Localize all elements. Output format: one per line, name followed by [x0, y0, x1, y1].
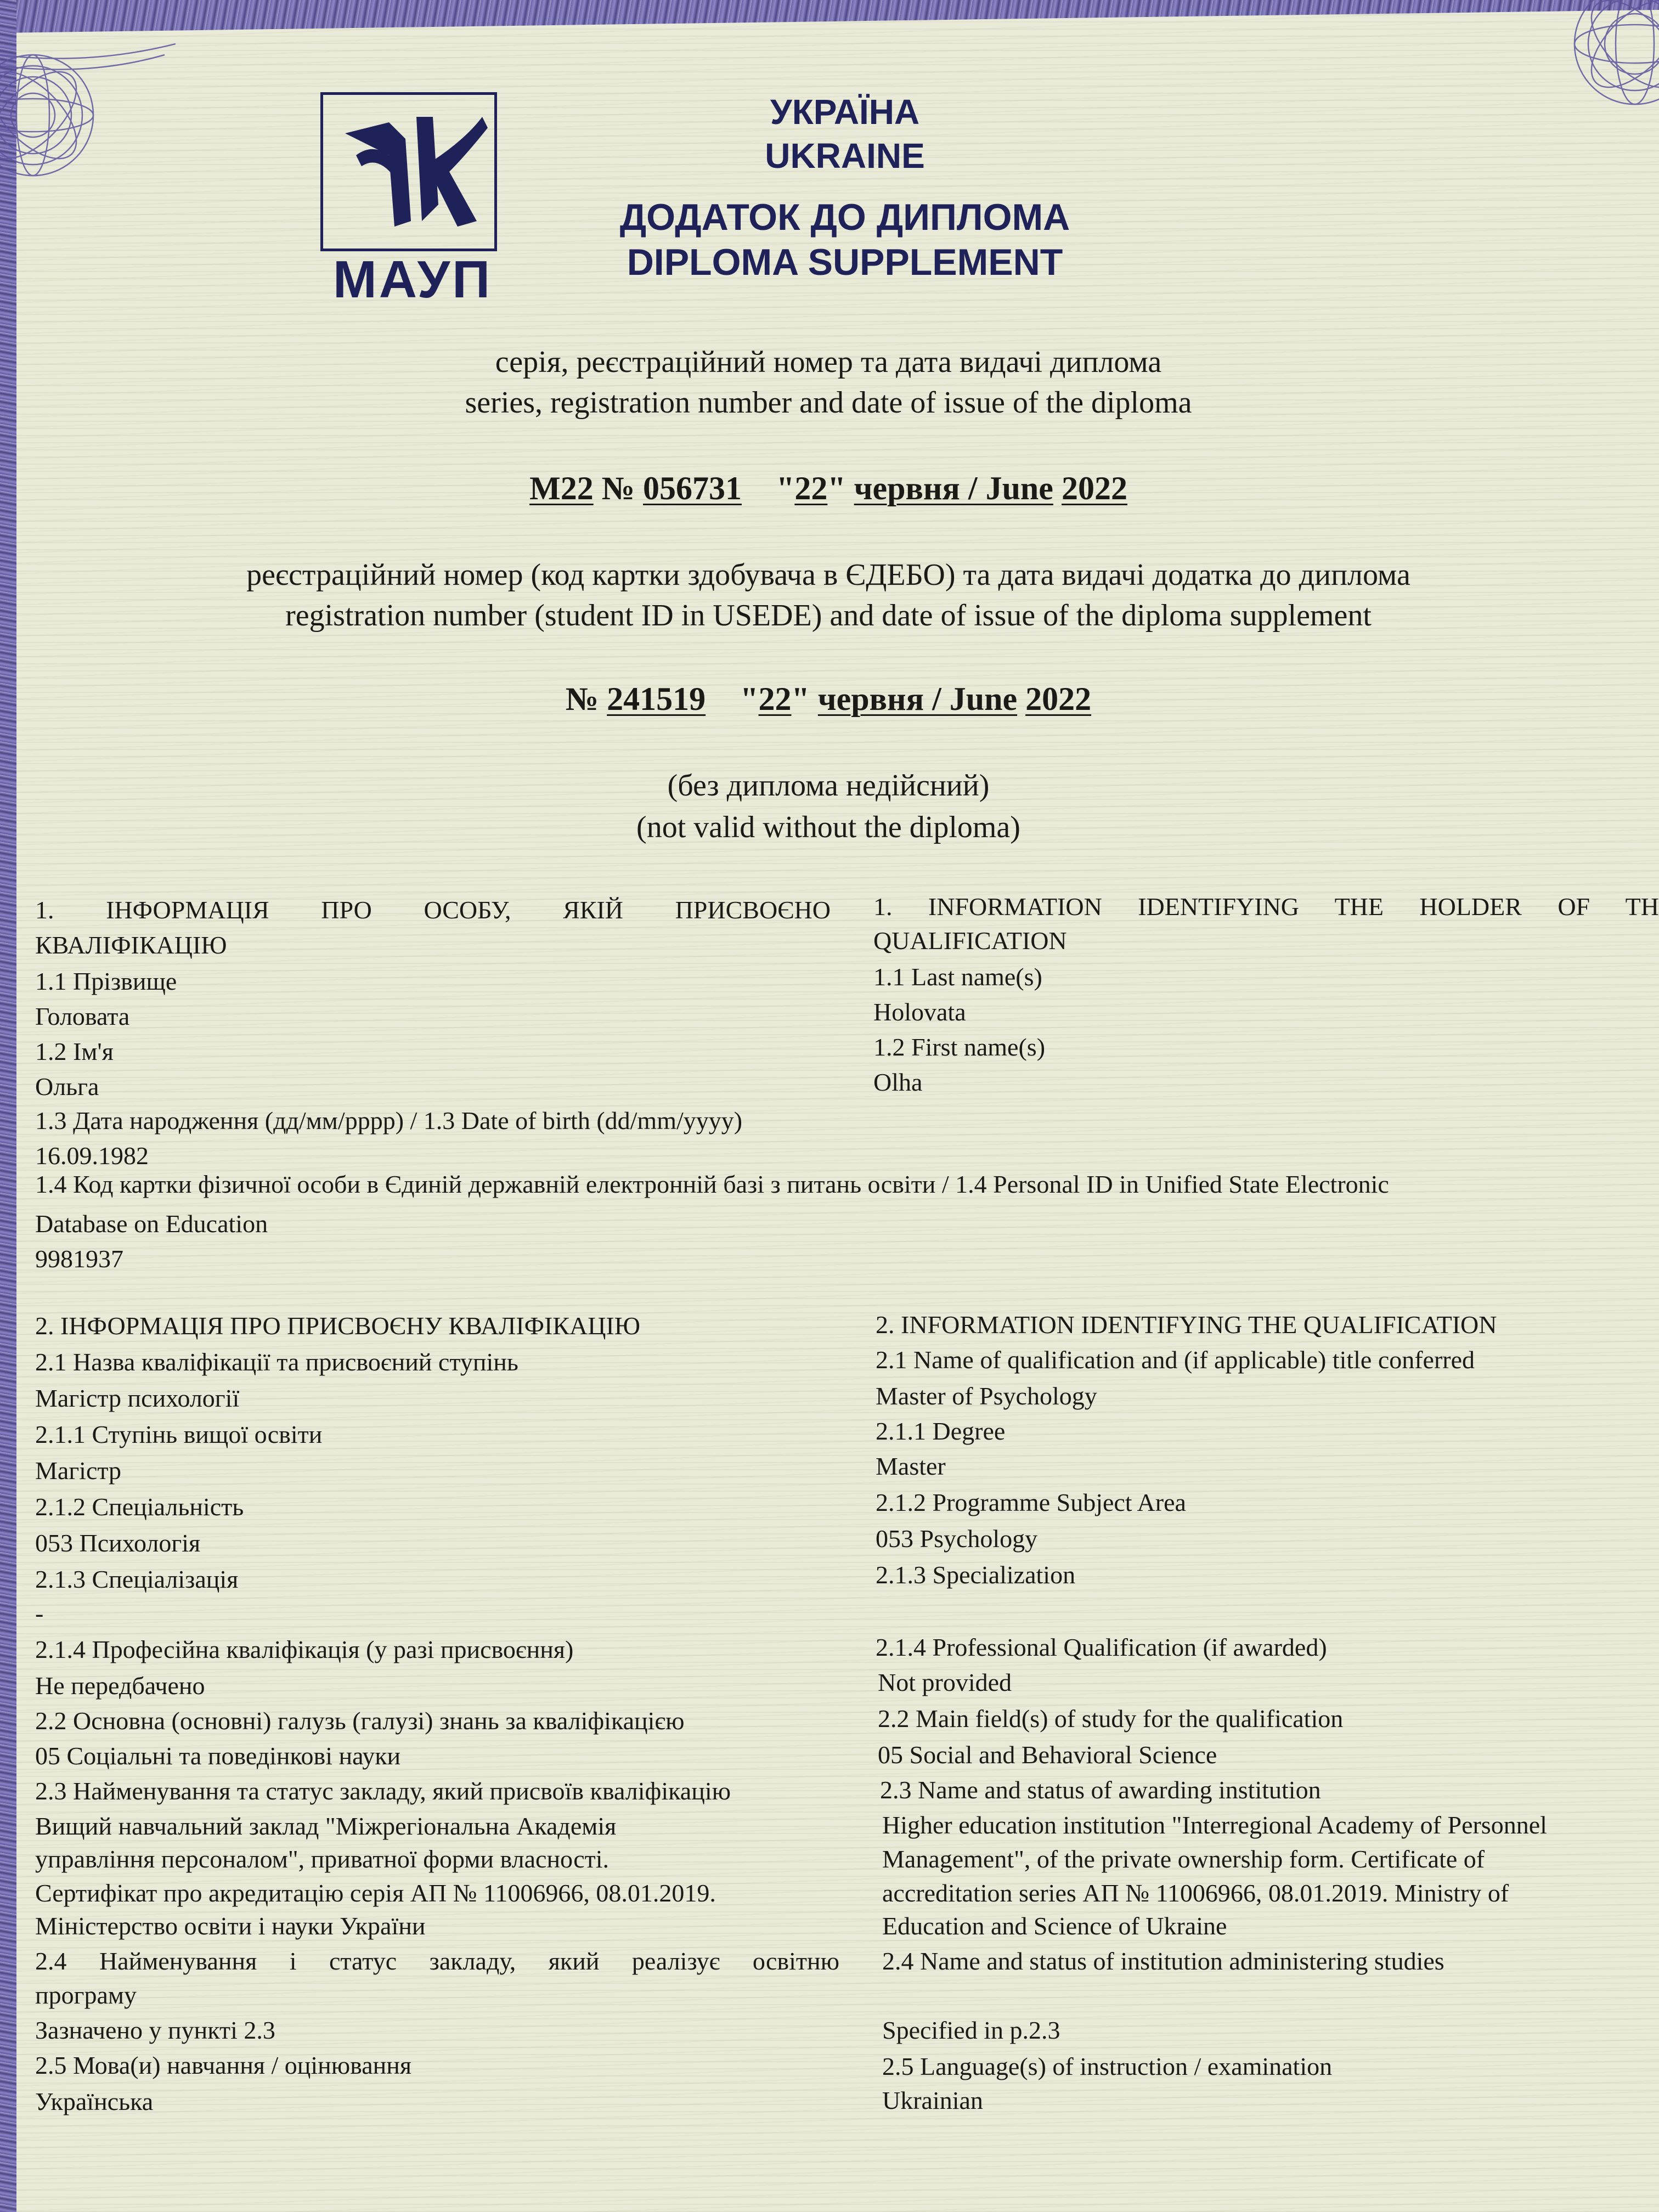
personal-id: 9981937	[35, 1245, 123, 1273]
supplement-day: 22	[758, 681, 792, 717]
date-of-birth: 16.09.1982	[35, 1142, 149, 1170]
language-label-uk: 2.5 Мова(и) навчання / оцінювання	[35, 2051, 412, 2079]
first-name-label-en: 1.2 First name(s)	[873, 1033, 1046, 1061]
awarding-institution-label-uk: 2.3 Найменування та статус закладу, який присвоїв кваліфікацію	[35, 1777, 731, 1805]
field-of-study-label-en: 2.2 Main field(s) of study for the qualification	[878, 1705, 1344, 1733]
field-of-study-en: 05 Social and Behavioral Science	[878, 1741, 1217, 1769]
professional-qualification-en: Not provided	[878, 1668, 1012, 1696]
diploma-label-en: series, registration number and date of issue of the diploma	[465, 386, 1192, 420]
professional-qualification-label-uk: 2.1.4 Професійна кваліфікація (у разі присвоєння)	[35, 1635, 574, 1663]
diploma-number-line: М22 № 056731 "22" червня / June 2022	[529, 470, 1127, 506]
section2-heading-en: 2. INFORMATION IDENTIFYING THE QUALIFICATION	[876, 1311, 1497, 1339]
qualification-name-label-en: 2.1 Name of qualification and (if applicable) title conferred	[876, 1346, 1475, 1374]
language-label-en: 2.5 Language(s) of instruction / examination	[882, 2052, 1333, 2080]
document-title-en: DIPLOMA SUPPLEMENT	[627, 241, 1063, 283]
awarding-institution-uk-1: Вищий навчальний заклад "Міжрегіональна Академія	[35, 1812, 617, 1840]
diploma-year: 2022	[1061, 470, 1127, 506]
section1-heading-uk-cont: КВАЛІФІКАЦІЮ	[35, 931, 227, 959]
first-name-uk: Ольга	[35, 1073, 99, 1101]
diploma-label-uk: серія, реєстраційний номер та дата видачі диплома	[495, 345, 1162, 379]
professional-qualification-uk: Не передбачено	[35, 1672, 205, 1700]
degree-en: Master	[876, 1452, 946, 1480]
language-en: Ukrainian	[882, 2086, 983, 2114]
section1-heading-uk: 1. ІНФОРМАЦІЯ ПРО ОСОБУ, ЯКІЙ ПРИСВОЄНО	[35, 896, 831, 924]
section1-heading-en: 1. INFORMATION IDENTIFYING THE HOLDER OF TH	[873, 893, 1659, 921]
last-name-label-en: 1.1 Last name(s)	[873, 963, 1042, 991]
language-uk: Українська	[35, 2087, 154, 2115]
rosette-ornament-top-right	[1525, 0, 1659, 143]
number-sign: №	[601, 470, 635, 506]
specialization-label-en: 2.1.3 Specialization	[876, 1561, 1076, 1589]
rosette-ornament-top-left	[0, 33, 176, 198]
specialization-label-uk: 2.1.3 Спеціалізація	[35, 1565, 239, 1593]
qualification-name-en: Master of Psychology	[876, 1382, 1097, 1410]
logo-text: МАУП	[332, 250, 493, 309]
awarding-institution-label-en: 2.3 Name and status of awarding institution	[880, 1776, 1321, 1804]
supplement-label-uk: реєстраційний номер (код картки здобувача в ЄДЕБО) та дата видачі додатка до диплома	[246, 558, 1410, 592]
awarding-institution-uk-2: управління персоналом", приватної форми власності.	[35, 1845, 610, 1873]
diploma-series: М22	[529, 470, 594, 506]
logo-emblem-icon	[323, 95, 494, 249]
date-of-birth-label: 1.3 Дата народження (дд/мм/рррр) / 1.3 Date of birth (dd/mm/yyyy)	[35, 1107, 743, 1135]
diploma-number: 056731	[643, 470, 742, 506]
diploma-day: 22	[794, 470, 828, 506]
supplement-label-en: registration number (student ID in USEDE) and date of issue of the diploma supplement	[285, 599, 1372, 633]
supplement-number: 241519	[607, 681, 706, 717]
supplement-year: 2022	[1025, 681, 1092, 717]
subject-area-label-uk: 2.1.2 Спеціальність	[35, 1493, 244, 1521]
awarding-institution-en-4: Education and Science of Ukraine	[882, 1912, 1227, 1940]
qualification-name-label-uk: 2.1 Назва кваліфікації та присвоєний ступінь	[35, 1348, 518, 1376]
validity-note-uk: (без диплома недійсний)	[667, 769, 990, 803]
administering-institution-label-en: 2.4 Name and status of institution administering studies	[882, 1947, 1444, 1975]
personal-id-label-cont: Database on Education	[35, 1210, 268, 1238]
degree-label-en: 2.1.1 Degree	[876, 1417, 1006, 1445]
degree-label-uk: 2.1.1 Ступінь вищої освіти	[35, 1420, 323, 1448]
diploma-month: червня / June	[854, 470, 1053, 506]
number-sign: №	[565, 681, 599, 717]
validity-note-en: (not valid without the diploma)	[636, 810, 1020, 844]
subject-area-en: 053 Psychology	[876, 1525, 1038, 1553]
professional-qualification-label-en: 2.1.4 Professional Qualification (if awarded)	[876, 1633, 1327, 1661]
awarding-institution-en-1: Higher education institution "Interregional Academy of Personnel	[882, 1811, 1547, 1839]
administering-institution-en: Specified in p.2.3	[882, 2016, 1060, 2044]
first-name-label-uk: 1.2 Ім'я	[35, 1037, 114, 1065]
awarding-institution-en-3: accreditation series АП № 11006966, 08.01.2019. Ministry of	[882, 1879, 1509, 1907]
supplement-month: червня / June	[817, 681, 1018, 717]
guilloche-border-top	[0, 0, 1659, 33]
awarding-institution-uk-3: Сертифікат про акредитацію серія АП № 11006966, 08.01.2019.	[35, 1879, 716, 1907]
last-name-en: Holovata	[873, 998, 966, 1026]
field-of-study-label-uk: 2.2 Основна (основні) галузь (галузі) знань за кваліфікацією	[35, 1707, 685, 1735]
personal-id-label: 1.4 Код картки фізичної особи в Єдиній державній електронній базі з питань освіти / 1.4 Personal ID in Unified State Electronic	[35, 1170, 1389, 1198]
qualification-name-uk: Магістр психології	[35, 1384, 240, 1412]
country-name-uk: УКРАЇНА	[770, 92, 920, 132]
guilloche-border-left	[0, 0, 16, 2212]
institution-logo	[320, 92, 497, 251]
awarding-institution-uk-4: Міністерство освіти і науки України	[35, 1912, 426, 1940]
administering-institution-label-uk-cont: програму	[35, 1981, 137, 2009]
section1-heading-en-cont: QUALIFICATION	[873, 927, 1067, 955]
last-name-label-uk: 1.1 Прізвище	[35, 967, 177, 995]
subject-area-uk: 053 Психологія	[35, 1529, 201, 1557]
subject-area-label-en: 2.1.2 Programme Subject Area	[876, 1488, 1186, 1516]
specialization-uk: -	[35, 1599, 44, 1627]
country-name-en: UKRAINE	[765, 136, 925, 176]
last-name-uk: Головата	[35, 1002, 130, 1030]
section2-heading-uk: 2. ІНФОРМАЦІЯ ПРО ПРИСВОЄНУ КВАЛІФІКАЦІЮ	[35, 1312, 641, 1340]
administering-institution-label-uk: 2.4 Найменування і статус закладу, який реалізує освітню	[35, 1947, 839, 1975]
administering-institution-uk: Зазначено у пункті 2.3	[35, 2016, 275, 2044]
supplement-number-line: № 241519 "22" червня / June 2022	[565, 681, 1092, 717]
awarding-institution-en-2: Management", of the private ownership form. Certificate of	[882, 1845, 1485, 1873]
degree-uk: Магістр	[35, 1457, 122, 1485]
field-of-study-uk: 05 Соціальні та поведінкові науки	[35, 1742, 401, 1770]
document-title-uk: ДОДАТОК ДО ДИПЛОМА	[619, 196, 1070, 238]
first-name-en: Olha	[873, 1068, 923, 1096]
